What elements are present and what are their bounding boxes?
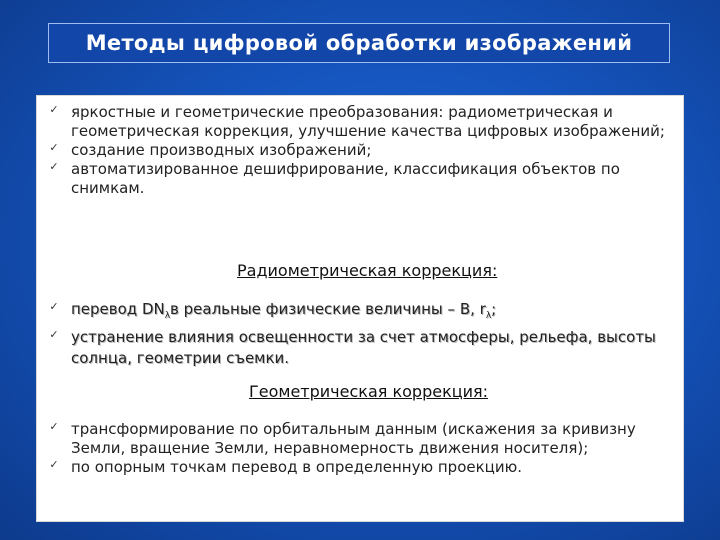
content-panel (36, 95, 684, 522)
checkmark-icon: ✓ (49, 300, 59, 313)
intro-list (37, 102, 671, 197)
checkmark-icon: ✓ (49, 328, 59, 341)
list-item (37, 102, 671, 140)
checkmark-icon: ✓ (49, 458, 59, 471)
radiometric-heading: Радиометрическая коррекция: (237, 261, 498, 280)
checkmark-icon: ✓ (49, 141, 59, 154)
list-item (37, 299, 671, 327)
list-item (37, 159, 671, 197)
slide-title: Методы цифровой обработки изображений (48, 23, 670, 63)
checkmark-icon: ✓ (49, 420, 59, 433)
list-item-text: автоматизированное дешифрирование, классификация объектов по снимкам. (71, 160, 620, 197)
checkmark-icon: ✓ (49, 103, 59, 116)
list-item (37, 140, 671, 159)
list-item (37, 419, 671, 457)
geometric-heading: Геометрическая коррекция: (249, 382, 489, 401)
list-item-text: трансформирование по орбитальным данным (искажения за кривизну Земли, вращение Земли, неравномерность движения носителя); (71, 420, 636, 457)
geometric-list (37, 419, 671, 476)
checkmark-icon: ✓ (49, 160, 59, 173)
list-item-text: яркостные и геометрические преобразования: радиометрическая и геометрическая коррекция, улучшение качества цифровых изображений; (71, 103, 665, 140)
radiometric-list (37, 299, 671, 369)
list-item (37, 457, 671, 476)
list-item-text: устранение влияния освещенности за счет атмосферы, рельефа, высоты солнца, геометрии съемки. (71, 328, 656, 367)
list-item-text: по опорным точкам перевод в определенную проекцию. (71, 458, 523, 476)
list-item (37, 327, 671, 369)
list-item-text: создание производных изображений; (71, 141, 372, 159)
list-item-text: перевод $DN_\lambda в$ реальные физические величины – B, $r_\lambda$; (71, 300, 497, 321)
